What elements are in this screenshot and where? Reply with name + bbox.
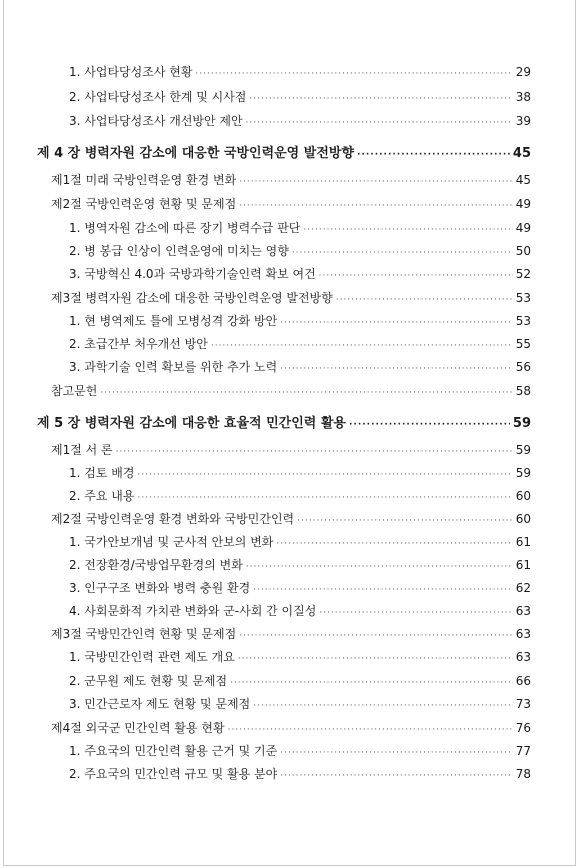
toc-leader-dots bbox=[211, 336, 513, 356]
toc-page-number: 59 bbox=[512, 416, 531, 431]
toc-page-number: 60 bbox=[515, 512, 531, 526]
toc-leader-dots bbox=[239, 196, 513, 216]
toc-leader-dots bbox=[253, 696, 513, 716]
toc-page-number: 45 bbox=[512, 146, 531, 161]
toc-leader-dots bbox=[280, 766, 513, 786]
toc-title: 제2절 국방인력운영 현황 및 문제점 bbox=[51, 197, 237, 211]
toc-subsection-row bbox=[69, 741, 531, 761]
toc-title: 1. 주요국의 민간인력 활용 근거 및 기준 bbox=[69, 744, 278, 758]
toc-page-number: 63 bbox=[515, 627, 531, 641]
toc-title: 제 5 장 병력자원 감소에 대응한 효율적 민간인력 활용 bbox=[37, 416, 346, 431]
toc-title: 2. 주요 내용 bbox=[69, 489, 135, 503]
toc-subsection-row bbox=[69, 764, 531, 784]
toc-title: 제2절 국방인력운영 환경 변화와 국방민간인력 bbox=[51, 512, 295, 526]
toc-title: 제4절 외국군 민간인력 활용 현황 bbox=[51, 721, 225, 735]
toc-page-number: 76 bbox=[515, 721, 531, 735]
toc-subsection-row bbox=[69, 311, 531, 331]
toc-subsection-row bbox=[69, 486, 531, 506]
toc-title: 제3절 병력자원 감소에 대응한 국방인력운영 발전방향 bbox=[51, 291, 333, 305]
toc-page-number: 53 bbox=[515, 291, 531, 305]
toc-subsection-row bbox=[69, 87, 531, 107]
toc-subsection-row bbox=[69, 62, 531, 82]
toc-title: 3. 사업타당성조사 개선방안 제안 bbox=[69, 114, 243, 128]
toc-leader-dots bbox=[116, 442, 513, 462]
toc-leader-dots bbox=[292, 243, 513, 263]
toc-title: 제1절 미래 국방인력운영 환경 변화 bbox=[51, 173, 237, 187]
toc-page-number: 77 bbox=[515, 744, 531, 758]
toc-subsection-row bbox=[69, 264, 531, 284]
toc-page-number: 49 bbox=[515, 221, 531, 235]
toc-section-row bbox=[51, 381, 531, 401]
toc-title: 제1절 서 론 bbox=[51, 443, 113, 457]
toc-leader-dots bbox=[249, 89, 512, 109]
toc-title: 2. 군무원 제도 현황 및 문제점 bbox=[69, 674, 228, 688]
toc-leader-dots bbox=[137, 465, 512, 485]
toc-page-number: 63 bbox=[515, 650, 531, 664]
toc-leader-dots bbox=[349, 415, 510, 435]
toc-title: 1. 검토 배경 bbox=[69, 466, 135, 480]
toc-page-number: 61 bbox=[515, 535, 531, 549]
toc-leader-dots bbox=[246, 557, 513, 577]
toc-leader-dots bbox=[100, 383, 512, 403]
toc-title: 2. 병 봉급 인상이 인력운영에 미치는 영향 bbox=[69, 244, 289, 258]
toc-leader-dots bbox=[253, 580, 513, 600]
toc-subsection-row bbox=[69, 357, 531, 377]
toc-subsection-row bbox=[69, 671, 531, 691]
toc-chapter-row bbox=[37, 414, 531, 434]
toc-leader-dots bbox=[195, 64, 512, 84]
toc-page-number: 58 bbox=[515, 384, 531, 398]
toc-subsection-row bbox=[69, 578, 531, 598]
toc-leader-dots bbox=[357, 145, 510, 165]
toc-page-number: 56 bbox=[515, 360, 531, 374]
toc-leader-dots bbox=[228, 720, 513, 740]
toc-section-row bbox=[51, 440, 531, 460]
toc-chapter-row bbox=[37, 144, 531, 164]
toc-title: 3. 과학기술 인력 확보를 위한 추가 노력 bbox=[69, 360, 278, 374]
toc-leader-dots bbox=[319, 603, 512, 623]
toc-page-number: 55 bbox=[515, 337, 531, 351]
toc-page-number: 52 bbox=[515, 267, 531, 281]
toc-title: 1. 사업타당성조사 현황 bbox=[69, 65, 193, 79]
toc-title: 제 4 장 병력자원 감소에 대응한 국방인력운영 발전방향 bbox=[37, 146, 355, 161]
toc-subsection-row bbox=[69, 532, 531, 552]
toc-page-number: 49 bbox=[515, 197, 531, 211]
toc-leader-dots bbox=[230, 673, 513, 693]
toc-leader-dots bbox=[319, 266, 513, 286]
toc-title: 3. 국방혁신 4.0과 국방과학기술인력 확보 여건 bbox=[69, 267, 316, 281]
toc-page-number: 61 bbox=[515, 558, 531, 572]
toc-leader-dots bbox=[276, 534, 512, 554]
toc-page-number: 60 bbox=[515, 489, 531, 503]
toc-leader-dots bbox=[238, 649, 513, 669]
toc-section-row bbox=[51, 624, 531, 644]
toc-leader-dots bbox=[280, 743, 513, 763]
toc-leader-dots bbox=[239, 172, 513, 192]
toc-page-number: 53 bbox=[515, 314, 531, 328]
toc-page-number: 45 bbox=[515, 173, 531, 187]
toc-subsection-row bbox=[69, 241, 531, 261]
toc-title: 1. 현 병역제도 틀에 모병성격 강화 방안 bbox=[69, 314, 278, 328]
toc-subsection-row bbox=[69, 555, 531, 575]
toc-leader-dots bbox=[239, 626, 513, 646]
toc-title: 제3절 국방민간인력 현황 및 문제점 bbox=[51, 627, 237, 641]
toc-page-number: 38 bbox=[515, 90, 531, 104]
toc-subsection-row bbox=[69, 334, 531, 354]
toc-title: 2. 주요국의 민간인력 규모 및 활용 분야 bbox=[69, 767, 278, 781]
toc-leader-dots bbox=[297, 511, 513, 531]
toc-title: 4. 사회문화적 가치관 변화와 군-사회 간 이질성 bbox=[69, 604, 317, 618]
toc-section-row bbox=[51, 718, 531, 738]
toc-title: 3. 인구구조 변화와 병력 충원 환경 bbox=[69, 581, 251, 595]
toc-subsection-row bbox=[69, 647, 531, 667]
toc-title: 1. 국방민간인력 관련 제도 개요 bbox=[69, 650, 235, 664]
toc-subsection-row bbox=[69, 463, 531, 483]
toc-page-number: 62 bbox=[515, 581, 531, 595]
toc-title: 3. 민간근로자 제도 현황 및 문제점 bbox=[69, 697, 251, 711]
toc-page-number: 39 bbox=[515, 114, 531, 128]
toc-leader-dots bbox=[303, 220, 512, 240]
toc-page-number: 73 bbox=[515, 697, 531, 711]
toc-page-number: 78 bbox=[515, 767, 531, 781]
toc-title: 참고문헌 bbox=[51, 384, 98, 398]
toc-page-number: 66 bbox=[515, 674, 531, 688]
toc-title: 1. 국가안보개념 및 군사적 안보의 변화 bbox=[69, 535, 274, 549]
toc-page-number: 29 bbox=[515, 65, 531, 79]
toc-subsection-row bbox=[69, 694, 531, 714]
toc-section-row bbox=[51, 288, 531, 308]
toc-leader-dots bbox=[246, 113, 513, 133]
toc-leader-dots bbox=[336, 290, 513, 310]
toc-leader-dots bbox=[280, 359, 513, 379]
toc-leader-dots bbox=[137, 488, 512, 508]
toc-title: 2. 전장환경/국방업무환경의 변화 bbox=[69, 558, 243, 572]
toc-title: 1. 병역자원 감소에 따른 장기 병력수급 판단 bbox=[69, 221, 301, 235]
toc-title: 2. 초급간부 처우개선 방안 bbox=[69, 337, 208, 351]
toc-subsection-row bbox=[69, 601, 531, 621]
toc-section-row bbox=[51, 170, 531, 190]
toc-page-number: 63 bbox=[515, 604, 531, 618]
toc-title: 2. 사업타당성조사 한계 및 시사점 bbox=[69, 90, 247, 104]
toc-leader-dots bbox=[280, 313, 513, 333]
toc-page-number: 59 bbox=[515, 466, 531, 480]
toc-page-number: 50 bbox=[515, 244, 531, 258]
toc-section-row bbox=[51, 194, 531, 214]
toc-subsection-row bbox=[69, 218, 531, 238]
toc-subsection-row bbox=[69, 111, 531, 131]
toc-section-row bbox=[51, 509, 531, 529]
toc-page-number: 59 bbox=[515, 443, 531, 457]
